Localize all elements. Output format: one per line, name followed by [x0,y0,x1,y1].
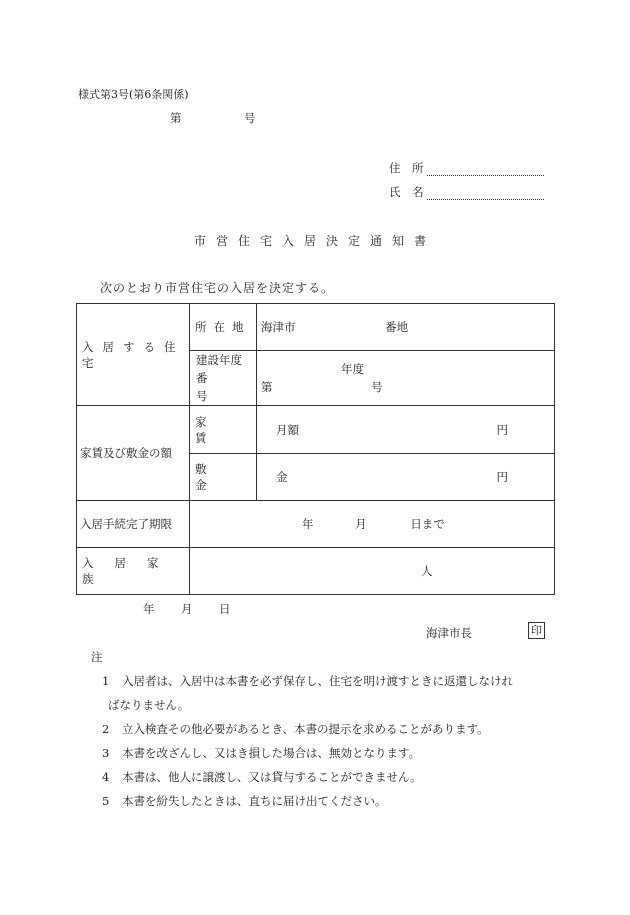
built-dai: 第 [261,380,273,394]
note-number: 3 [102,746,110,760]
built-label-cell [190,351,257,406]
name-label: 氏 名 [389,185,424,199]
location-label: 所在地 [195,320,251,334]
location-banchi: 番地 [385,320,409,334]
mayor-title: 海津市長 [426,626,472,640]
note-item [102,745,420,761]
note-number: 1 [102,674,110,688]
location-label-cell [190,304,257,351]
deposit-label: 敷金 [195,462,235,492]
rent-yen: 円 [496,422,508,437]
rent-label-cell [190,406,257,454]
deposit-label-cell [190,454,257,501]
date-nichi: 日 [219,602,231,616]
location-city: 海津市 [261,320,296,334]
deadline-made: 日まで [410,517,445,531]
decision-table [76,303,555,595]
table-row [77,501,555,548]
document-title: 市営住宅入居決定通知書 [193,234,436,248]
deadline-value-cell[interactable] [190,501,555,548]
note-item [102,721,489,737]
family-heading-cell [77,548,190,595]
deadline-heading: 入居手続完了期限 [80,517,172,531]
note-text: 本書は、他人に譲渡し、又は貸与することができません。 [122,770,422,784]
note-item [102,673,513,689]
deposit-value-cell[interactable] [257,454,555,501]
built-value-cell[interactable] [257,351,555,406]
note-item [102,793,387,809]
issue-number-go: 号 [244,111,256,125]
location-value-cell[interactable] [257,304,555,351]
name-row [389,184,544,200]
table-row [77,548,555,595]
rent-heading-cell [77,406,190,501]
built-label-2: 番号 [196,371,240,403]
deadline-heading-cell [77,501,190,548]
family-count-unit: 人 [421,564,433,578]
note-text: 本書を紛失したときは、直ちに届け出てください。 [122,794,387,808]
notes-heading: 注 [91,650,103,664]
note-text: 本書を改ざんし、又はき損した場合は、無効となります。 [122,746,421,760]
note-text: 立入検査その他必要があるとき、本書の提示を求めることがあります。 [122,722,489,736]
form-number: 様式第3号(第6条関係) [78,88,189,101]
housing-heading: 入居する住宅 [82,339,185,370]
date-gatsu: 月 [181,602,193,616]
rent-heading: 家賃及び敷金の額 [80,446,172,460]
address-row [389,160,544,176]
deadline-gatsu: 月 [355,517,367,531]
table-row [77,304,555,351]
family-value-cell[interactable] [190,548,555,595]
built-go: 号 [371,380,383,394]
table-row [77,406,555,454]
deposit-yen: 円 [496,470,508,484]
deadline-nen: 年 [302,517,314,531]
name-field[interactable] [427,187,544,200]
rent-value-cell[interactable] [257,406,555,454]
address-label: 住 所 [389,161,424,175]
intro-text: 次のとおり市営住宅の入居を決定する。 [100,281,335,295]
rent-label: 家賃 [195,414,235,445]
date-nen: 年 [143,602,155,616]
seal-mark: 印 [528,622,545,639]
issue-number-dai: 第 [170,111,182,125]
note-item-continued: ばなりません。 [108,698,190,712]
built-label-1: 建設年度 [196,353,242,367]
note-number: 5 [102,794,110,808]
note-number: 2 [102,722,110,736]
address-field[interactable] [427,163,544,176]
note-text: 入居者は、入居中は本書を必ず保存し、住宅を明け渡すときに返還しなけれ [122,674,513,688]
built-nendo: 年度 [341,362,364,376]
note-item [102,769,422,785]
housing-heading-cell [77,304,190,406]
deposit-kin: 金 [276,470,288,484]
family-heading: 入居家族 [82,556,180,586]
note-number: 4 [102,770,110,784]
rent-monthly: 月額 [276,422,299,437]
